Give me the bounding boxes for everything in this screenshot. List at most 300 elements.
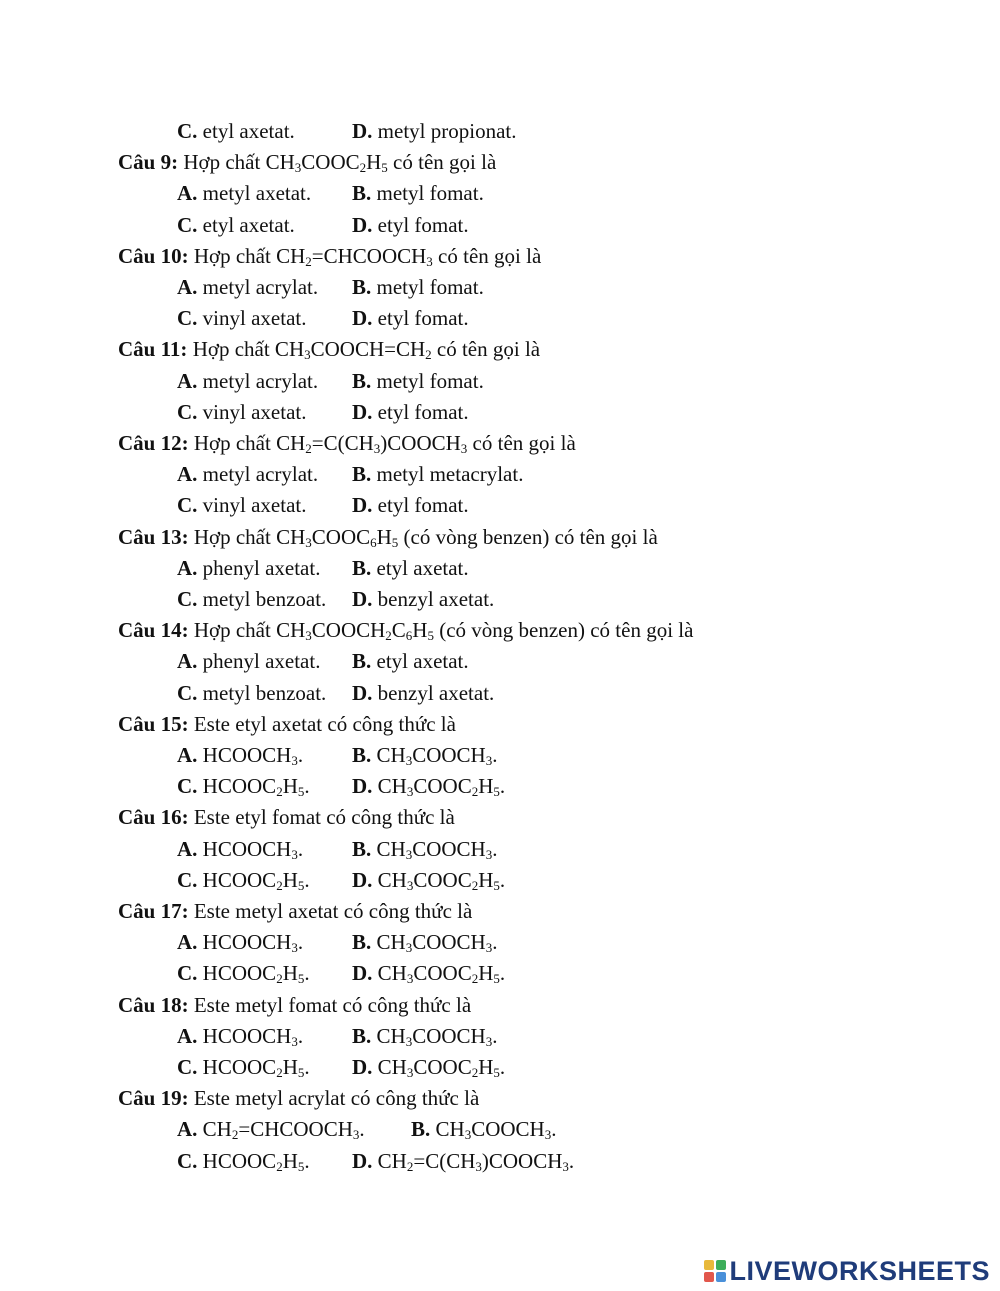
- subscript: 5: [493, 878, 500, 893]
- answer-row: [177, 773, 877, 799]
- subscript: 2: [276, 1159, 283, 1174]
- text-run: vinyl axetat.: [202, 306, 307, 330]
- option-letter: B.: [352, 275, 372, 299]
- answer-option-b: [352, 836, 497, 862]
- answer-option-a: [177, 180, 311, 206]
- question-stem: [118, 336, 540, 362]
- option-letter: D.: [352, 587, 373, 611]
- text-run: .: [551, 1117, 557, 1141]
- text-run: H: [282, 961, 298, 985]
- text-run: phenyl axetat.: [202, 556, 321, 580]
- subscript: 2: [425, 347, 432, 362]
- answer-option-d: [352, 586, 494, 612]
- text-run: COOCH=CH: [310, 337, 426, 361]
- text-run: HCOOC: [202, 774, 277, 798]
- text-run: COOC: [413, 774, 472, 798]
- question-stem: [118, 992, 471, 1018]
- text-run: COOC: [413, 868, 472, 892]
- subscript: 2: [276, 1065, 283, 1080]
- subscript: 3: [294, 160, 302, 175]
- subscript: 6: [370, 535, 377, 550]
- answer-option-b: [352, 555, 469, 581]
- option-letter: B.: [352, 837, 372, 861]
- option-letter: D.: [352, 1149, 373, 1173]
- answer-option-c: [177, 118, 295, 144]
- answer-option-c: [177, 773, 310, 799]
- answer-option-b: [352, 929, 497, 955]
- text-run: COOCH: [412, 837, 486, 861]
- option-letter: A.: [177, 649, 198, 673]
- option-letter: B.: [352, 181, 372, 205]
- text-run: (có vòng benzen) có tên gọi là: [433, 618, 694, 642]
- question-stem: [118, 1085, 479, 1111]
- subscript: 5: [297, 1065, 305, 1080]
- answer-option-c: [177, 212, 295, 238]
- answer-option-d: [352, 492, 469, 518]
- logo-square: [704, 1272, 714, 1282]
- text-run: COOC: [301, 150, 360, 174]
- answer-row: [177, 1116, 877, 1142]
- option-letter: B.: [352, 369, 372, 393]
- text-run: vinyl axetat.: [202, 493, 307, 517]
- text-run: =CHCOOCH: [311, 244, 427, 268]
- text-run: H: [366, 150, 382, 174]
- subscript: 3: [291, 847, 298, 862]
- option-letter: B.: [352, 462, 372, 486]
- option-letter: A.: [177, 275, 198, 299]
- subscript: 3: [373, 441, 381, 456]
- text-run: (có vòng benzen) có tên gọi là: [398, 525, 658, 549]
- answer-option-b: [352, 1023, 497, 1049]
- option-letter: B.: [352, 556, 372, 580]
- subscript: 3: [291, 753, 298, 768]
- text-run: .: [304, 1055, 310, 1079]
- subscript: 3: [291, 1034, 298, 1049]
- text-run: .: [359, 1117, 365, 1141]
- subscript: 5: [297, 971, 305, 986]
- subscript: 5: [493, 971, 500, 986]
- subscript: 3: [291, 940, 298, 955]
- liveworksheets-logo: [704, 1256, 990, 1286]
- answer-option-d: [352, 305, 469, 331]
- text-run: .: [297, 743, 304, 767]
- answer-option-a: [177, 742, 303, 768]
- text-run: Este metyl axetat có công thức là: [188, 899, 473, 923]
- subscript: 3: [426, 254, 433, 269]
- answer-option-a: [177, 461, 318, 487]
- text-run: có tên gọi là: [387, 150, 497, 174]
- option-letter: C.: [177, 306, 198, 330]
- option-letter: C.: [177, 961, 198, 985]
- text-run: CH: [376, 930, 406, 954]
- option-letter: B.: [411, 1117, 431, 1141]
- question-number: Câu 19:: [118, 1086, 189, 1110]
- option-letter: C.: [177, 1055, 198, 1079]
- subscript: 3: [485, 847, 493, 862]
- text-run: HCOOCH: [202, 743, 292, 767]
- subscript: 3: [405, 847, 413, 862]
- answer-option-b: [352, 648, 469, 674]
- text-run: COOC: [413, 1055, 472, 1079]
- answer-row: [177, 929, 877, 955]
- text-run: benzyl axetat.: [377, 681, 495, 705]
- text-run: metyl acrylat.: [202, 462, 319, 486]
- answer-option-c: [177, 680, 326, 706]
- text-run: .: [492, 743, 498, 767]
- text-run: phenyl axetat.: [202, 649, 321, 673]
- answer-option-b: [352, 742, 497, 768]
- text-run: metyl fomat.: [376, 369, 484, 393]
- option-letter: C.: [177, 1149, 198, 1173]
- subscript: 3: [475, 1159, 482, 1174]
- text-run: Hợp chất CH: [188, 244, 306, 268]
- text-run: metyl acrylat.: [202, 275, 319, 299]
- text-run: .: [304, 1149, 310, 1173]
- text-run: H: [282, 1149, 298, 1173]
- subscript: 3: [352, 1127, 360, 1142]
- text-run: CH: [376, 743, 406, 767]
- text-run: =CHCOOCH: [238, 1117, 353, 1141]
- question-stem: [118, 524, 658, 550]
- option-letter: C.: [177, 868, 198, 892]
- answer-option-a: [177, 368, 318, 394]
- option-letter: A.: [177, 837, 198, 861]
- question-stem: [118, 149, 496, 175]
- option-letter: A.: [177, 556, 198, 580]
- answer-option-b: [352, 180, 484, 206]
- text-run: etyl axetat.: [202, 213, 295, 237]
- text-run: Hợp chất CH: [188, 431, 306, 455]
- text-run: Hợp chất CH: [188, 525, 306, 549]
- text-run: .: [499, 961, 506, 985]
- logo-square: [704, 1260, 714, 1270]
- subscript: 3: [562, 1159, 569, 1174]
- option-letter: D.: [352, 119, 373, 143]
- answer-row: [177, 399, 877, 425]
- subscript: 2: [471, 784, 479, 799]
- question-number: Câu 14:: [118, 618, 189, 642]
- text-run: H: [478, 774, 494, 798]
- text-run: etyl fomat.: [377, 213, 469, 237]
- option-letter: A.: [177, 1024, 198, 1048]
- answer-row: [177, 1054, 877, 1080]
- text-run: CH: [202, 1117, 232, 1141]
- answer-option-c: [177, 586, 326, 612]
- text-run: Este metyl acrylat có công thức là: [188, 1086, 480, 1110]
- answer-option-c: [177, 1054, 310, 1080]
- liveworksheets-logo-icon: [704, 1260, 726, 1282]
- answer-option-c: [177, 305, 306, 331]
- answer-option-a: [177, 1023, 303, 1049]
- subscript: 5: [297, 784, 305, 799]
- subscript: 2: [231, 1127, 239, 1142]
- text-run: COOC: [311, 525, 371, 549]
- text-run: H: [478, 868, 494, 892]
- answer-option-d: [352, 867, 505, 893]
- answer-row: [177, 368, 877, 394]
- text-run: Este etyl axetat có công thức là: [188, 712, 456, 736]
- text-run: .: [499, 1055, 506, 1079]
- text-run: .: [499, 774, 506, 798]
- text-run: H: [282, 1055, 298, 1079]
- question-number: Câu 16:: [118, 805, 189, 829]
- answer-option-d: [352, 399, 469, 425]
- subscript: 3: [405, 1034, 413, 1049]
- question-stem: [118, 898, 472, 924]
- option-letter: D.: [352, 493, 373, 517]
- text-run: HCOOC: [202, 1055, 277, 1079]
- answer-row: [177, 836, 877, 862]
- text-run: etyl fomat.: [377, 400, 469, 424]
- answer-option-a: [177, 1116, 365, 1142]
- answer-row: [177, 492, 877, 518]
- answer-option-d: [352, 212, 469, 238]
- answer-row: [177, 180, 877, 206]
- option-letter: B.: [352, 930, 372, 954]
- answer-row: [177, 648, 877, 674]
- text-run: .: [492, 930, 498, 954]
- subscript: 2: [305, 441, 312, 456]
- answer-row: [177, 1148, 877, 1174]
- text-run: H: [282, 868, 298, 892]
- answer-option-d: [352, 1148, 574, 1174]
- text-run: .: [297, 930, 304, 954]
- subscript: 3: [406, 971, 414, 986]
- text-run: etyl axetat.: [376, 556, 469, 580]
- text-run: .: [492, 1024, 498, 1048]
- text-run: H: [478, 961, 494, 985]
- answer-option-d: [352, 960, 505, 986]
- subscript: 3: [485, 753, 493, 768]
- text-run: metyl metacrylat.: [376, 462, 524, 486]
- question-number: Câu 17:: [118, 899, 189, 923]
- subscript: 3: [406, 878, 414, 893]
- text-run: H: [478, 1055, 494, 1079]
- text-run: HCOOCH: [202, 1024, 292, 1048]
- option-letter: D.: [352, 774, 373, 798]
- answer-row: [177, 960, 877, 986]
- text-run: )COOCH: [481, 1149, 563, 1173]
- option-letter: D.: [352, 1055, 373, 1079]
- text-run: HCOOC: [202, 961, 277, 985]
- subscript: 2: [305, 254, 312, 269]
- subscript: 5: [297, 1159, 305, 1174]
- answer-row: [177, 742, 877, 768]
- answer-row: [177, 680, 877, 706]
- answer-option-a: [177, 836, 303, 862]
- question-stem: [118, 243, 541, 269]
- subscript: 2: [276, 971, 283, 986]
- option-letter: C.: [177, 681, 198, 705]
- subscript: 5: [493, 784, 500, 799]
- subscript: 2: [385, 628, 392, 643]
- question-number: Câu 15:: [118, 712, 189, 736]
- option-letter: D.: [352, 306, 373, 330]
- text-run: có tên gọi là: [467, 431, 576, 455]
- text-run: metyl fomat.: [376, 275, 484, 299]
- text-run: COOCH: [412, 743, 486, 767]
- text-run: metyl fomat.: [376, 181, 484, 205]
- text-run: CH: [377, 868, 407, 892]
- answer-option-c: [177, 492, 306, 518]
- answer-row: [177, 867, 877, 893]
- text-run: CH: [377, 1149, 407, 1173]
- text-run: H: [282, 774, 298, 798]
- subscript: 3: [460, 441, 468, 456]
- text-run: benzyl axetat.: [377, 587, 495, 611]
- subscript: 2: [359, 160, 367, 175]
- text-run: etyl axetat.: [376, 649, 469, 673]
- text-run: etyl fomat.: [377, 493, 469, 517]
- question-stem: [118, 617, 693, 643]
- answer-option-c: [177, 1148, 310, 1174]
- option-letter: A.: [177, 369, 198, 393]
- text-run: metyl benzoat.: [202, 587, 327, 611]
- option-letter: B.: [352, 743, 372, 767]
- answer-option-d: [352, 118, 516, 144]
- logo-square: [716, 1260, 726, 1270]
- text-run: CH: [377, 1055, 407, 1079]
- text-run: COOCH: [471, 1117, 545, 1141]
- option-letter: D.: [352, 868, 373, 892]
- text-run: metyl acrylat.: [202, 369, 319, 393]
- subscript: 6: [405, 628, 413, 643]
- question-stem: [118, 804, 455, 830]
- text-run: .: [304, 868, 310, 892]
- question-number: Câu 13:: [118, 525, 189, 549]
- answer-option-a: [177, 274, 318, 300]
- subscript: 3: [544, 1127, 552, 1142]
- liveworksheets-logo-text: LIVEWORKSHEETS: [729, 1255, 990, 1286]
- text-run: etyl axetat.: [202, 119, 295, 143]
- option-letter: C.: [177, 400, 198, 424]
- option-letter: D.: [352, 213, 373, 237]
- subscript: 2: [406, 1159, 414, 1174]
- answer-row: [177, 212, 877, 238]
- answer-option-b: [352, 274, 484, 300]
- text-run: vinyl axetat.: [202, 400, 307, 424]
- text-run: metyl propionat.: [377, 119, 517, 143]
- text-run: metyl benzoat.: [202, 681, 327, 705]
- text-run: Hợp chất CH: [188, 618, 306, 642]
- text-run: Este etyl fomat có công thức là: [188, 805, 455, 829]
- subscript: 2: [471, 878, 479, 893]
- text-run: Hợp chất CH: [178, 150, 295, 174]
- answer-option-a: [177, 929, 303, 955]
- text-run: CH: [376, 837, 406, 861]
- subscript: 3: [485, 940, 493, 955]
- option-letter: D.: [352, 681, 373, 705]
- text-run: metyl axetat.: [202, 181, 312, 205]
- subscript: 3: [464, 1127, 472, 1142]
- text-run: .: [297, 1024, 304, 1048]
- text-run: COOCH: [412, 1024, 486, 1048]
- question-number: Câu 9:: [118, 150, 179, 174]
- option-letter: D.: [352, 400, 373, 424]
- subscript: 5: [381, 160, 388, 175]
- option-letter: B.: [352, 1024, 372, 1048]
- subscript: 3: [305, 535, 312, 550]
- subscript: 3: [405, 940, 413, 955]
- text-run: HCOOC: [202, 868, 277, 892]
- text-run: C: [391, 618, 406, 642]
- answer-option-d: [352, 1054, 505, 1080]
- answer-option-c: [177, 399, 306, 425]
- answer-option-a: [177, 555, 320, 581]
- option-letter: C.: [177, 493, 198, 517]
- text-run: )COOCH: [380, 431, 461, 455]
- option-letter: A.: [177, 181, 198, 205]
- subscript: 3: [406, 1065, 414, 1080]
- question-stem: [118, 430, 576, 456]
- answer-option-d: [352, 773, 505, 799]
- subscript: 5: [427, 628, 434, 643]
- answer-row: [177, 1023, 877, 1049]
- subscript: 2: [471, 1065, 479, 1080]
- answer-option-b: [411, 1116, 556, 1142]
- option-letter: B.: [352, 649, 372, 673]
- answer-option-b: [352, 461, 523, 487]
- text-run: Este metyl fomat có công thức là: [188, 993, 472, 1017]
- question-number: Câu 10:: [118, 244, 189, 268]
- question-number: Câu 11:: [118, 337, 188, 361]
- subscript: 3: [304, 347, 311, 362]
- option-letter: D.: [352, 961, 373, 985]
- logo-square: [716, 1272, 726, 1282]
- text-run: H: [376, 525, 392, 549]
- text-run: CH: [435, 1117, 465, 1141]
- answer-row: [177, 586, 877, 612]
- text-run: .: [304, 774, 310, 798]
- text-run: Hợp chất CH: [187, 337, 305, 361]
- option-letter: C.: [177, 213, 198, 237]
- subscript: 5: [493, 1065, 500, 1080]
- text-run: CH: [377, 961, 407, 985]
- text-run: .: [499, 868, 506, 892]
- option-letter: A.: [177, 743, 198, 767]
- subscript: 3: [485, 1034, 493, 1049]
- text-run: etyl fomat.: [377, 306, 469, 330]
- text-run: .: [568, 1149, 575, 1173]
- text-run: =C(CH: [413, 1149, 476, 1173]
- option-letter: C.: [177, 587, 198, 611]
- text-run: COOCH: [412, 930, 486, 954]
- option-letter: C.: [177, 119, 198, 143]
- subscript: 5: [391, 535, 399, 550]
- text-run: HCOOCH: [202, 930, 292, 954]
- text-run: H: [412, 618, 428, 642]
- text-run: .: [297, 837, 304, 861]
- text-run: COOCH: [311, 618, 386, 642]
- text-run: CH: [376, 1024, 406, 1048]
- text-run: CH: [377, 774, 407, 798]
- question-stem: [118, 711, 456, 737]
- question-number: Câu 12:: [118, 431, 189, 455]
- question-number: Câu 18:: [118, 993, 189, 1017]
- text-run: .: [492, 837, 498, 861]
- subscript: 5: [297, 878, 305, 893]
- option-letter: A.: [177, 1117, 198, 1141]
- subscript: 2: [276, 878, 283, 893]
- text-run: .: [304, 961, 310, 985]
- text-run: có tên gọi là: [431, 337, 541, 361]
- subscript: 3: [305, 628, 312, 643]
- answer-row: [177, 461, 877, 487]
- subscript: 2: [471, 971, 479, 986]
- option-letter: A.: [177, 462, 198, 486]
- text-run: HCOOCH: [202, 837, 292, 861]
- subscript: 2: [276, 784, 283, 799]
